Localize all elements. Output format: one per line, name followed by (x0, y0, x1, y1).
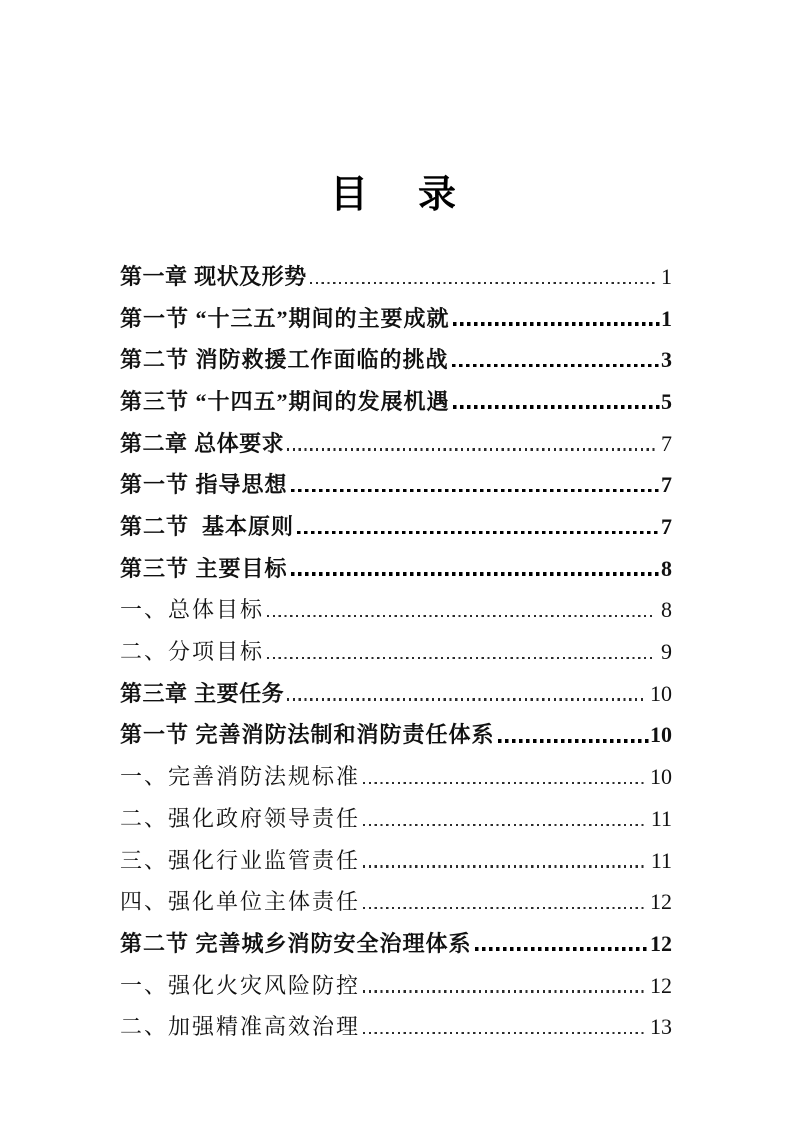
toc-entry-page: 8 (661, 597, 672, 622)
toc-entry[interactable] (120, 830, 672, 872)
toc-entry[interactable] (120, 538, 672, 580)
dot-leader (363, 1032, 644, 1034)
dot-leader (297, 531, 660, 535)
toc-entry-label: 第二节 消防救援工作面临的挑战 (120, 347, 449, 372)
toc-entry[interactable] (120, 288, 672, 330)
toc-entry-label: 一、总体目标 (120, 597, 265, 622)
dot-leader (363, 824, 645, 826)
toc-entry-label: 第二章 总体要求 (120, 430, 285, 455)
toc-entry-page: 5 (661, 388, 672, 414)
toc-entry[interactable] (120, 788, 672, 830)
dot-leader (363, 907, 644, 909)
toc-entry-label: 第一节 “十三五”期间的主要成就 (120, 305, 450, 330)
dot-leader (310, 282, 655, 284)
dot-leader (363, 990, 644, 992)
toc-entry-label: 一、强化火灾风险防控 (120, 972, 361, 997)
toc-entry-label: 四、强化单位主体责任 (120, 889, 361, 914)
toc-entry[interactable] (120, 913, 672, 955)
dot-leader (267, 657, 655, 659)
toc-entry-page: 11 (650, 847, 672, 872)
dot-leader (498, 739, 649, 743)
toc-entry-page: 7 (661, 472, 672, 497)
toc-entry-label: 二、分项目标 (120, 639, 265, 664)
toc-entry-page: 9 (661, 639, 672, 664)
dot-leader (452, 364, 660, 368)
toc-entry-label: 三、强化行业监管责任 (120, 847, 361, 872)
toc-entry[interactable] (120, 997, 672, 1039)
toc-entry[interactable] (120, 455, 672, 497)
toc-entry[interactable] (120, 330, 672, 372)
toc-entry[interactable] (120, 246, 672, 288)
toc-entry-page: 10 (650, 722, 672, 747)
toc-entry-page: 7 (661, 514, 672, 539)
toc-entry[interactable] (120, 747, 672, 789)
toc-entry-page: 3 (661, 347, 672, 372)
dot-leader (287, 448, 655, 450)
toc-entry[interactable] (120, 872, 672, 914)
toc-entry[interactable] (120, 955, 672, 997)
toc-entry-label: 第二节 完善城乡消防安全治理体系 (120, 930, 472, 955)
toc-title: 目 录 (329, 174, 462, 217)
toc-entry[interactable] (120, 705, 672, 747)
toc-entry-page: 10 (650, 680, 672, 705)
toc-entry-label: 第三节 主要目标 (120, 555, 288, 580)
toc-entry[interactable] (120, 621, 672, 663)
dot-leader (453, 322, 660, 326)
toc-entry-label: 第二节 基本原则 (120, 514, 295, 539)
dot-leader (453, 405, 660, 409)
toc-list (120, 246, 672, 1038)
toc-entry-label: 二、强化政府领导责任 (120, 805, 361, 830)
dot-leader (363, 782, 644, 784)
dot-leader (267, 615, 655, 617)
toc-entry[interactable] (120, 413, 672, 455)
toc-entry-page: 13 (650, 1014, 672, 1039)
toc-entry-page: 12 (650, 972, 672, 997)
dot-leader (287, 698, 644, 700)
toc-entry-label: 第一节 完善消防法制和消防责任体系 (120, 722, 495, 747)
toc-entry[interactable] (120, 496, 672, 538)
toc-entry-page: 11 (650, 805, 672, 830)
dot-leader (291, 572, 660, 576)
toc-entry-label: 第三节 “十四五”期间的发展机遇 (120, 388, 450, 414)
toc-entry-label: 第一节 指导思想 (120, 472, 288, 497)
toc-entry[interactable] (120, 663, 672, 705)
toc-entry-page: 8 (661, 555, 672, 580)
toc-entry-label: 二、加强精准高效治理 (120, 1014, 361, 1039)
toc-entry-page: 1 (661, 263, 672, 288)
toc-entry-page: 10 (650, 764, 672, 789)
dot-leader (291, 489, 660, 493)
dot-leader (475, 947, 649, 951)
toc-entry-page: 12 (650, 930, 672, 955)
toc-entry[interactable] (120, 580, 672, 622)
toc-entry-page: 12 (650, 889, 672, 914)
toc-entry-label: 第三章 主要任务 (120, 680, 285, 705)
toc-entry-page: 7 (661, 430, 672, 455)
toc-entry-label: 一、完善消防法规标准 (120, 764, 361, 789)
toc-entry[interactable] (120, 371, 672, 413)
toc-entry-page: 1 (661, 305, 672, 330)
toc-entry-label: 第一章 现状及形势 (120, 263, 307, 288)
dot-leader (363, 865, 645, 867)
